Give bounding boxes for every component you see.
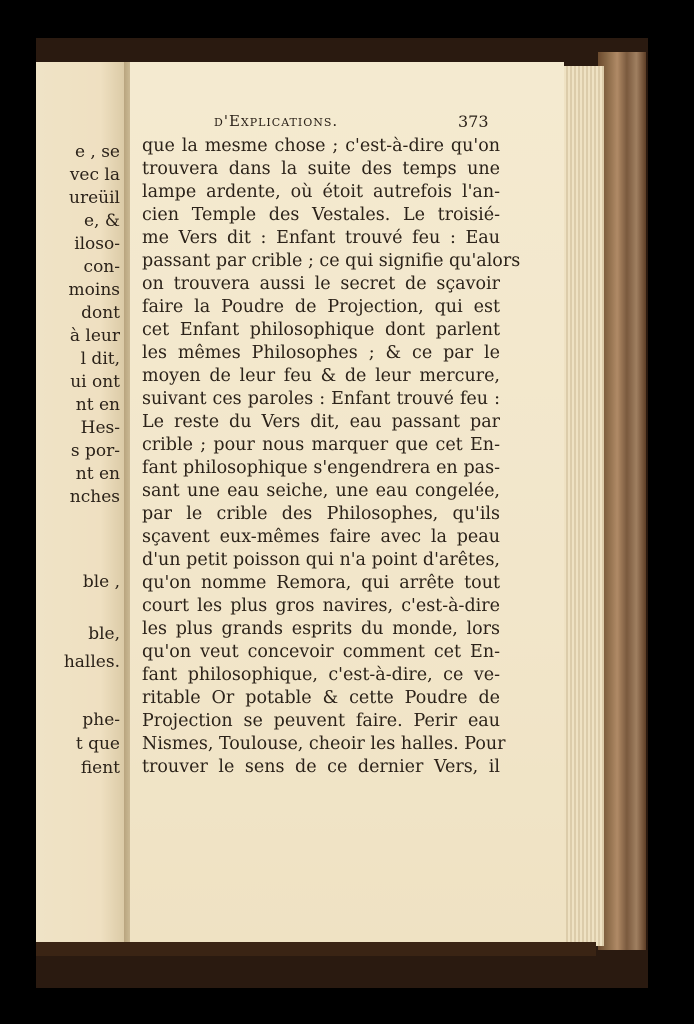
text-line: passant par crible ; ce qui signifie qu'alors — [142, 251, 521, 271]
left-page-line: con- — [83, 257, 120, 277]
page-edges — [560, 66, 604, 946]
text-line: trouvera dans la suite des temps une — [142, 159, 500, 179]
text-line: sant une eau seiche, une eau congelée, — [142, 481, 500, 501]
left-page-line: Hes- — [80, 418, 120, 438]
text-line: Nismes, Toulouse, cheoir les halles. Pour — [142, 734, 506, 754]
left-page-line: à leur — [69, 326, 120, 346]
text-line: cet Enfant philosophique dont parlent — [142, 320, 500, 340]
text-line: lampe ardente, où étoit autrefois l'an- — [142, 182, 500, 202]
left-page-line: ble, — [88, 624, 120, 644]
text-line: on trouvera aussi le secret de sçavoir — [142, 274, 500, 294]
left-page-line: phe- — [82, 710, 120, 730]
left-page-line: nches — [69, 487, 120, 507]
text-line: trouver le sens de ce dernier Vers, il — [142, 757, 500, 777]
page-number: 373 — [458, 112, 489, 131]
left-page-line: nt en — [75, 464, 120, 484]
left-page-line: e , se — [74, 142, 120, 162]
text-line: court les plus gros navires, c'est-à-dire — [142, 596, 500, 616]
left-page-line: iloso- — [74, 234, 120, 254]
left-page-line: s por- — [70, 441, 120, 461]
text-line: Projection se peuvent faire. Perir eau — [142, 711, 500, 731]
left-page-line: vec la — [69, 165, 120, 185]
text-line: suivant ces paroles : Enfant trouvé feu : — [142, 389, 500, 409]
text-line: fant philosophique s'engendrera en pas- — [142, 458, 500, 478]
text-line: d'un petit poisson qui n'a point d'arêtes, — [142, 550, 500, 570]
text-line: moyen de leur feu & de leur mercure, — [142, 366, 500, 386]
text-line: que la mesme chose ; c'est-à-dire qu'on — [142, 136, 500, 156]
book-bottom-board — [36, 942, 596, 956]
text-line: les mêmes Philosophes ; & ce par le — [142, 343, 500, 363]
left-page-line: ui ont — [70, 372, 120, 392]
book-cover-edge — [598, 52, 646, 950]
text-line: les plus grands esprits du monde, lors — [142, 619, 500, 639]
text-line: crible ; pour nous marquer que cet En- — [142, 435, 500, 455]
text-line: qu'on nomme Remora, qui arrête tout — [142, 573, 500, 593]
left-page-line: dont — [81, 303, 120, 323]
text-line: Le reste du Vers dit, eau passant par — [142, 412, 500, 432]
text-line: cien Temple des Vestales. Le troisié- — [142, 205, 500, 225]
text-line: sçavent eux-mêmes faire avec la peau — [142, 527, 500, 547]
text-line: qu'on veut concevoir comment cet En- — [142, 642, 500, 662]
text-line: fant philosophique, c'est-à-dire, ce ve- — [142, 665, 500, 685]
left-page-line: moins — [68, 280, 120, 300]
text-line: par le crible des Philosophes, qu'ils — [142, 504, 500, 524]
left-page-line: fient — [80, 758, 120, 778]
text-line: ritable Or potable & cette Poudre de — [142, 688, 500, 708]
left-page-line: nt en — [75, 395, 120, 415]
left-page-line: ble , — [82, 572, 120, 592]
left-page — [36, 62, 128, 942]
left-page-line: t que — [75, 734, 120, 754]
left-page-line: e, & — [83, 211, 120, 231]
left-page-line: ureüil — [69, 188, 120, 208]
left-page-line: l dit, — [80, 349, 120, 369]
left-page-line: halles. — [63, 652, 120, 672]
text-line: me Vers dit : Enfant trouvé feu : Eau — [142, 228, 500, 248]
text-line: faire la Poudre de Projection, qui est — [142, 297, 500, 317]
running-head: d'Explications. — [214, 112, 339, 130]
